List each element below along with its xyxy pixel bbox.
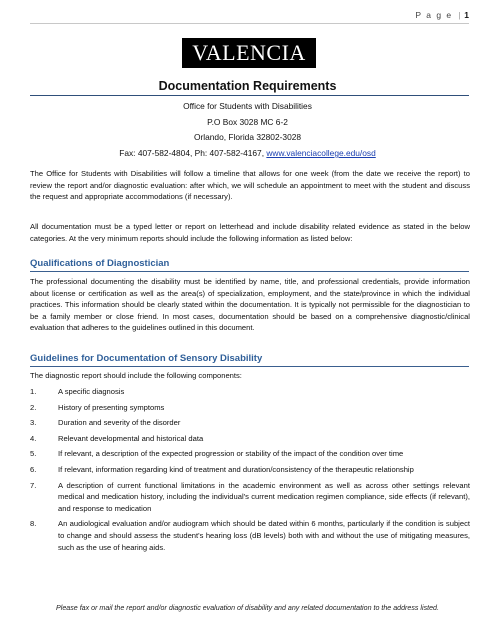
city-state-zip: Orlando, Florida 32802-3028 [193, 132, 302, 142]
list-number: 4. [30, 433, 37, 443]
document-title: Documentation Requirements [158, 79, 337, 93]
list-item [30, 518, 470, 553]
list-item [30, 433, 470, 445]
sensory-heading: Guidelines for Documentation of Sensory Disability [30, 353, 263, 364]
page-number: P a g e | 1 [415, 10, 469, 20]
list-text: If relevant, information regarding kind of treatment and duration/consistency of the therapeutic relationship [58, 464, 414, 474]
list-item [30, 417, 470, 429]
list-text: A specific diagnosis [58, 387, 125, 396]
list-text: A description of current functional limitations in the academic environment as well as across other settings relevant medical and medication history, including the individual's current medication regimen compliance, side effects (if relevant), and response to medication [58, 480, 470, 513]
list-number: 5. [30, 449, 37, 459]
list-item [30, 464, 470, 476]
list-item [30, 480, 470, 515]
list-text: Relevant developmental and historical data [58, 433, 204, 443]
contact-line [0, 148, 495, 158]
page-label: P a g e [415, 10, 453, 20]
phone-fax: Fax: 407-582-4804, Ph: 407-582-4167, [119, 148, 265, 158]
list-number: 6. [30, 464, 37, 474]
intro-paragraph-timeline: The Office for Students with Disabilities will follow a timeline that allows for one week (from the date we receive the report) to review the report and/or diagnostic evaluation: after which, we will schedule an appointment to meet with the student and discuss the request and appropriate accommodations (if necessary). [30, 169, 470, 202]
footer-note: Please fax or mail the report and/or diagnostic evaluation of disability and any related documentation to the address listed. [56, 604, 439, 612]
title-divider [30, 95, 469, 96]
list-number: 7. [30, 480, 37, 490]
po-box: P.O Box 3028 MC 6-2 [207, 117, 288, 127]
list-number: 1. [30, 387, 37, 396]
office-name: Office for Students with Disabilities [183, 101, 312, 111]
list-item [30, 386, 470, 398]
list-number: 3. [30, 418, 37, 428]
sensory-components-list [30, 386, 470, 557]
list-text: History of presenting symptoms [58, 402, 165, 412]
intro-paragraph-requirements: All documentation must be a typed letter or report on letterhead and include disability related evidence as stated in the below categories. At the very minimum reports should include the following information as listed below: [30, 222, 470, 243]
qualifications-body: The professional documenting the disability must be identified by name, title, and professional credentials, provide information about license or certification as well as the area(s) of specialization, employment, and the state/province in which the individual practices. This information should be clearly stated within the documentation. It is typically not permissible for the diagnostician to be a family member or close friend. In most cases, documentation should be based on a comprehensive diagnostic/clinical evaluation that adheres to the guidelines outlined in this document. [30, 277, 470, 333]
list-number: 8. [30, 519, 37, 529]
list-number: 2. [30, 402, 37, 412]
website-link[interactable]: www.valenciacollege.edu/osd [266, 148, 376, 158]
list-item [30, 402, 470, 414]
valencia-logo: VALENCIA [182, 38, 316, 68]
list-text: An audiological evaluation and/or audiogram which should be dated within 6 months, particularly if the condition is subject to change and should assess the student's hearing loss (dB levels) both with and without the use of mitigating measures, such as the use of hearing aids. [58, 519, 470, 552]
qualifications-divider [30, 271, 469, 272]
list-item [30, 448, 470, 460]
sensory-divider [30, 366, 469, 367]
list-text: Duration and severity of the disorder [58, 418, 181, 428]
sensory-intro: The diagnostic report should include the following components: [30, 371, 242, 380]
page-number-value: 1 [464, 10, 469, 20]
list-text: If relevant, a description of the expected progression or stability of the impact of the condition over time [58, 449, 404, 459]
qualifications-heading: Qualifications of Diagnostician [30, 258, 170, 269]
header-divider [30, 23, 469, 24]
